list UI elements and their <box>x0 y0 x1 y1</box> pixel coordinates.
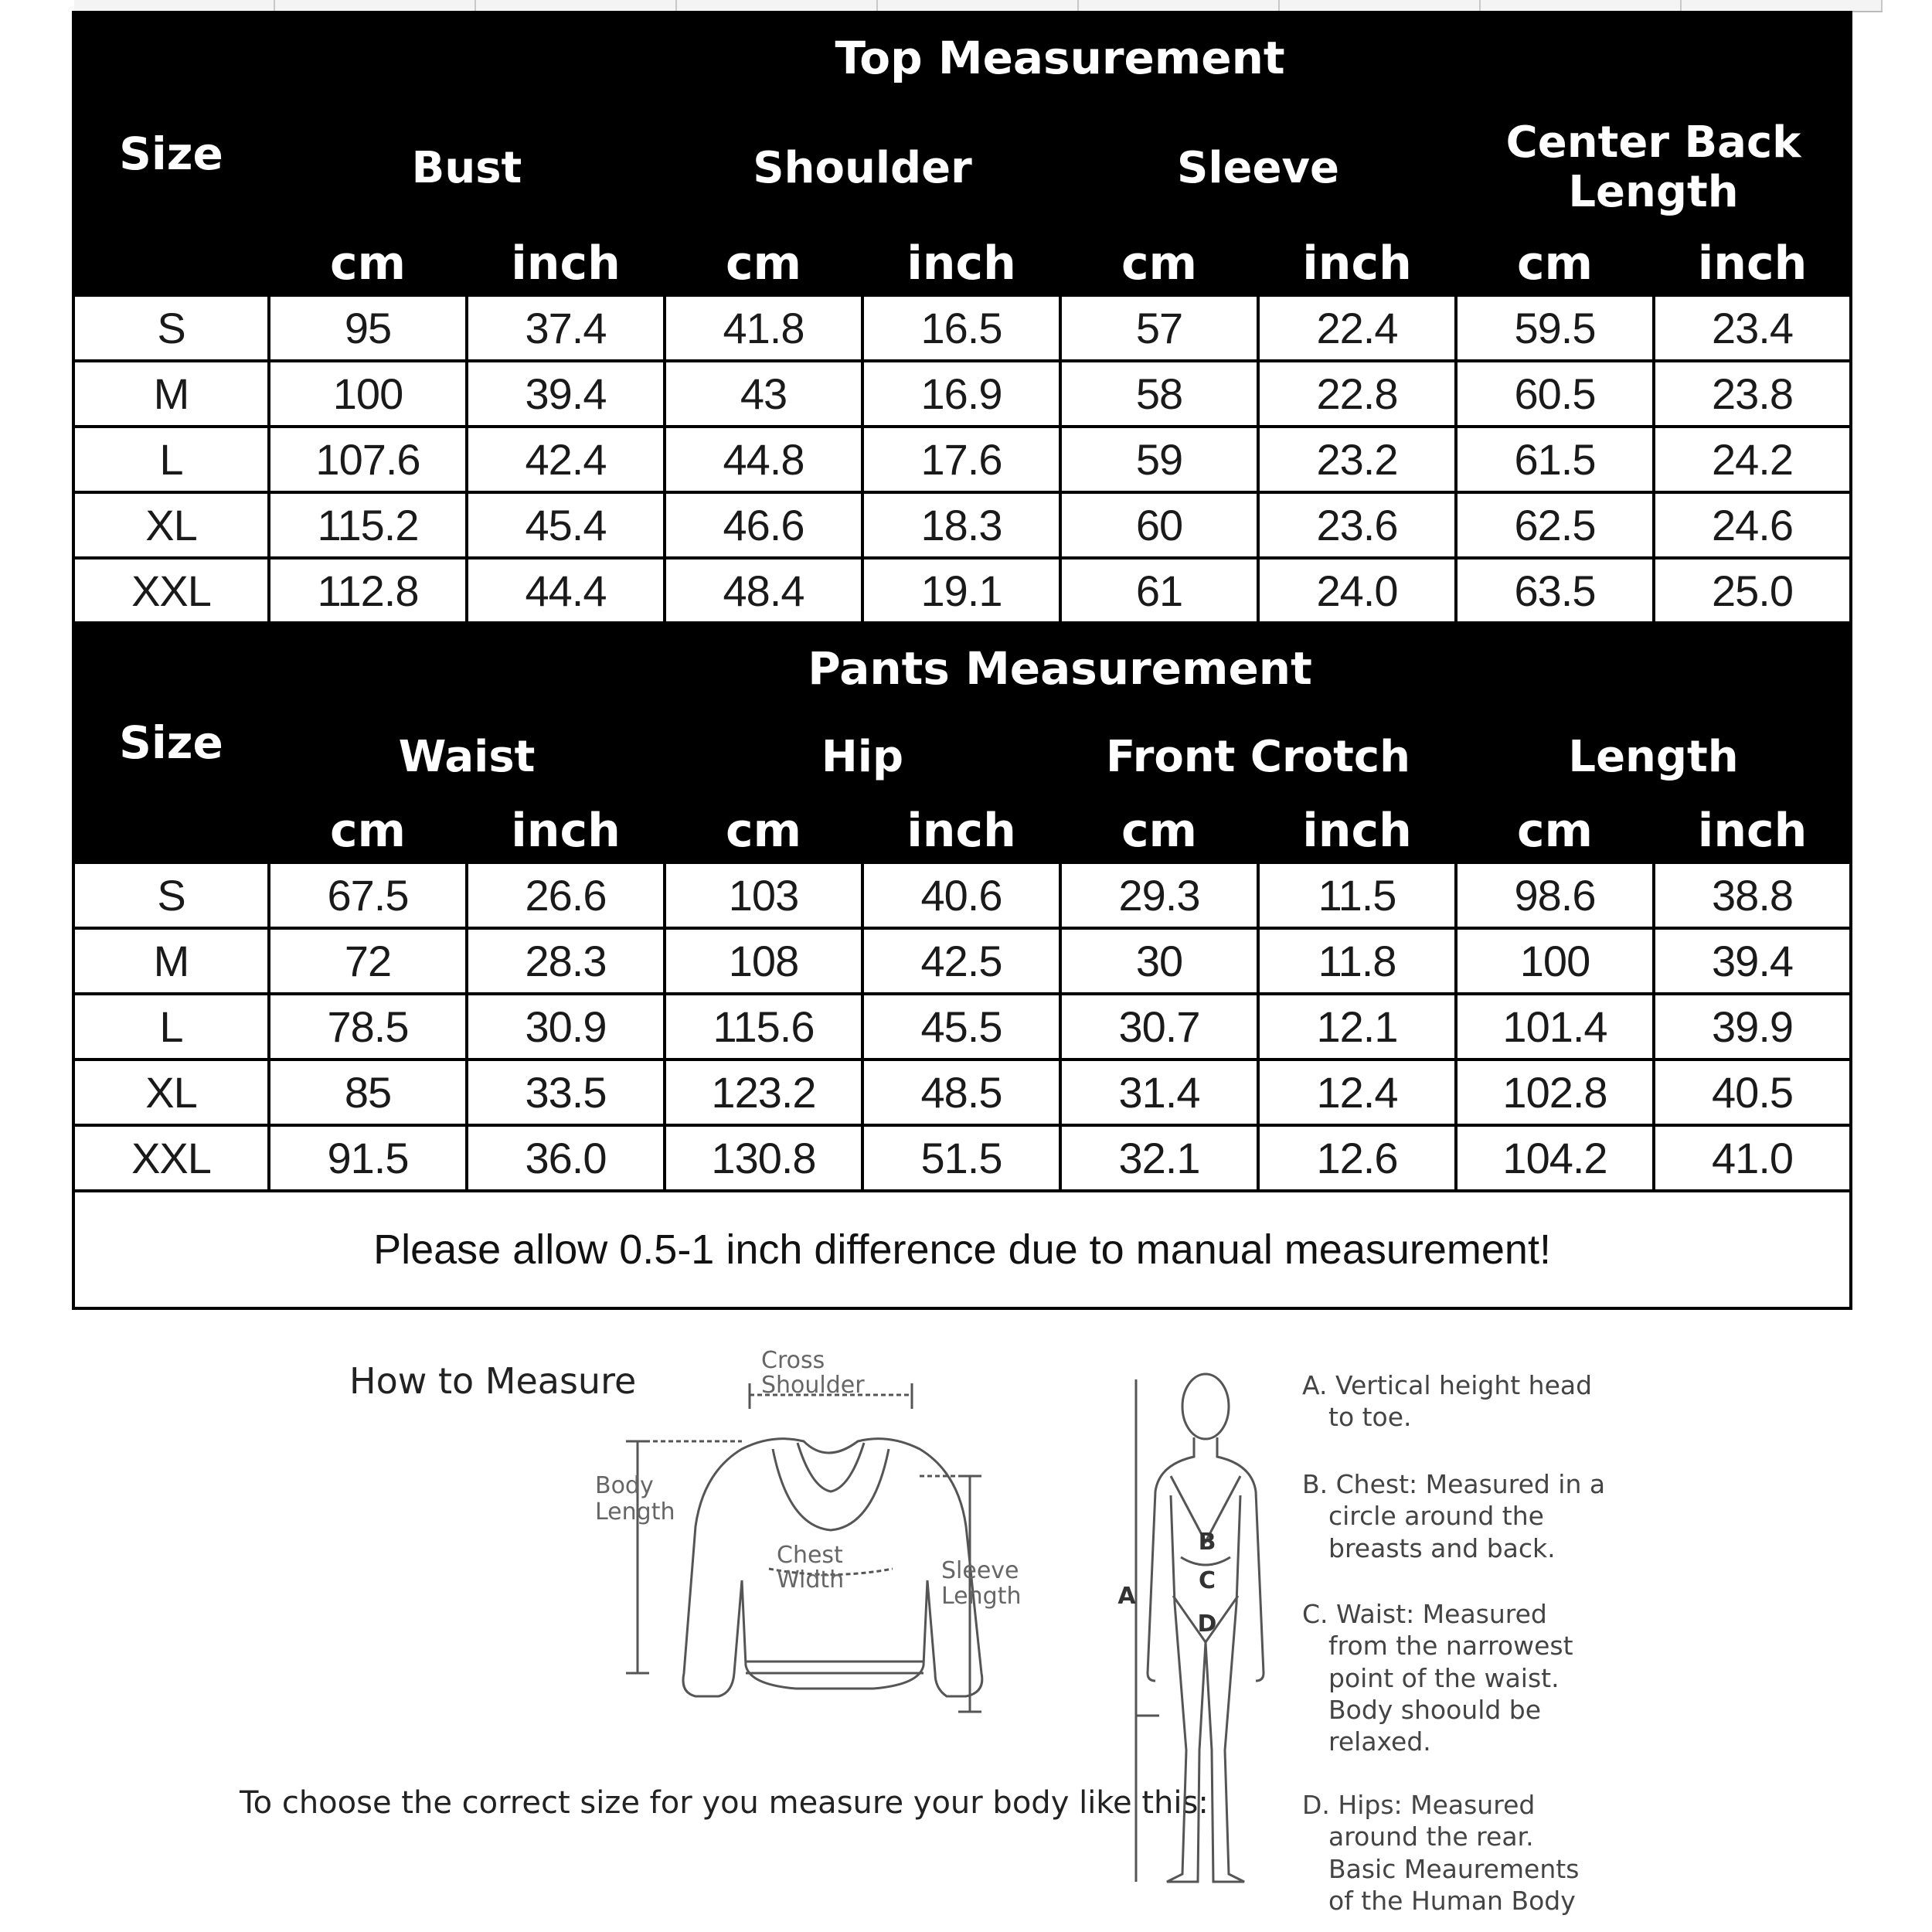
size-cell: XXL <box>73 1125 269 1191</box>
value-cell: 72 <box>269 928 467 994</box>
value-cell: 37.4 <box>467 295 665 361</box>
value-cell: 41.8 <box>665 295 862 361</box>
table-row <box>73 361 1851 427</box>
value-cell: 95 <box>269 295 467 361</box>
value-cell: 45.5 <box>862 994 1060 1060</box>
unit-header: inch <box>1258 232 1456 295</box>
size-header: Size <box>73 12 269 295</box>
group-header-shoulder: Shoulder <box>665 104 1060 232</box>
unit-header: inch <box>467 232 665 295</box>
value-cell: 12.1 <box>1258 994 1456 1060</box>
note-line: B. Chest: Measured in a <box>1302 1469 1606 1499</box>
value-cell: 108 <box>665 928 862 994</box>
value-cell: 39.4 <box>467 361 665 427</box>
note-line: D. Hips: Measured <box>1302 1790 1536 1820</box>
table-row <box>73 1125 1851 1191</box>
value-cell: 115.6 <box>665 994 862 1060</box>
value-cell: 103 <box>665 862 862 928</box>
value-cell: 24.6 <box>1654 492 1851 558</box>
chest-width-label: Width <box>777 1566 845 1594</box>
how-to-measure-heading: How to Measure <box>349 1360 637 1402</box>
cross-shoulder-label: Cross <box>761 1349 825 1374</box>
value-cell: 78.5 <box>269 994 467 1060</box>
value-cell: 59 <box>1060 427 1258 492</box>
value-cell: 48.4 <box>665 558 862 624</box>
table-row <box>73 928 1851 994</box>
group-header-sleeve: Sleeve <box>1060 104 1456 232</box>
value-cell: 60.5 <box>1456 361 1654 427</box>
note-line: from the narrowest <box>1328 1631 1573 1662</box>
size-cell: S <box>73 295 269 361</box>
sweater-diagram <box>595 1349 1043 1735</box>
unit-header: inch <box>862 232 1060 295</box>
size-cell: XL <box>73 1060 269 1125</box>
value-cell: 30 <box>1060 928 1258 994</box>
value-cell: 123.2 <box>665 1060 862 1125</box>
chest-width-label: Chest <box>777 1542 843 1569</box>
value-cell: 23.4 <box>1654 295 1851 361</box>
value-cell: 61.5 <box>1456 427 1654 492</box>
value-cell: 24.0 <box>1258 558 1456 624</box>
value-cell: 91.5 <box>269 1125 467 1191</box>
note-a <box>1302 1369 1592 1434</box>
value-cell: 67.5 <box>269 862 467 928</box>
note-line: Body shoould be <box>1328 1694 1542 1725</box>
value-cell: 58 <box>1060 361 1258 427</box>
body-diagram <box>1113 1349 1298 1897</box>
value-cell: 30.7 <box>1060 994 1258 1060</box>
unit-header: cm <box>1060 799 1258 862</box>
value-cell: 100 <box>269 361 467 427</box>
value-cell: 44.4 <box>467 558 665 624</box>
note-line: point of the waist. <box>1328 1662 1560 1693</box>
value-cell: 19.1 <box>862 558 1060 624</box>
unit-header: inch <box>862 799 1060 862</box>
cross-shoulder-label: Shoulder <box>761 1372 865 1399</box>
sleeve-length-label: Length <box>941 1583 1022 1610</box>
marker-c: C <box>1198 1567 1216 1594</box>
group-header-waist: Waist <box>269 714 665 799</box>
size-cell: L <box>73 427 269 492</box>
table-row <box>73 492 1851 558</box>
unit-header: inch <box>1654 799 1851 862</box>
pants-measurement-table <box>72 621 1852 1310</box>
group-header-hip: Hip <box>665 714 1060 799</box>
value-cell: 102.8 <box>1456 1060 1654 1125</box>
value-cell: 24.2 <box>1654 427 1851 492</box>
measurement-note: Please allow 0.5-1 inch difference due to manual measurement! <box>73 1191 1851 1308</box>
table-row <box>73 427 1851 492</box>
group-header-center-back-length: Center Back Length <box>1456 104 1851 232</box>
value-cell: 40.5 <box>1654 1060 1851 1125</box>
value-cell: 100 <box>1456 928 1654 994</box>
value-cell: 51.5 <box>862 1125 1060 1191</box>
value-cell: 12.4 <box>1258 1060 1456 1125</box>
value-cell: 23.8 <box>1654 361 1851 427</box>
table-row <box>73 862 1851 928</box>
unit-header: cm <box>1060 232 1258 295</box>
note-line: around the rear. <box>1328 1821 1534 1852</box>
table-row <box>73 295 1851 361</box>
unit-header: cm <box>269 799 467 862</box>
size-header: Size <box>73 623 269 862</box>
size-cell: M <box>73 928 269 994</box>
value-cell: 115.2 <box>269 492 467 558</box>
unit-header: cm <box>1456 232 1654 295</box>
note-c <box>1302 1598 1573 1757</box>
value-cell: 63.5 <box>1456 558 1654 624</box>
size-cell: XXL <box>73 558 269 624</box>
value-cell: 40.6 <box>862 862 1060 928</box>
note-line: circle around the <box>1328 1501 1544 1532</box>
size-cell: XL <box>73 492 269 558</box>
unit-header: inch <box>1654 232 1851 295</box>
value-cell: 29.3 <box>1060 862 1258 928</box>
value-cell: 57 <box>1060 295 1258 361</box>
table-row <box>73 558 1851 624</box>
value-cell: 62.5 <box>1456 492 1654 558</box>
value-cell: 85 <box>269 1060 467 1125</box>
value-cell: 22.8 <box>1258 361 1456 427</box>
unit-row <box>73 232 1851 295</box>
value-cell: 45.4 <box>467 492 665 558</box>
value-cell: 12.6 <box>1258 1125 1456 1191</box>
value-cell: 104.2 <box>1456 1125 1654 1191</box>
value-cell: 60 <box>1060 492 1258 558</box>
unit-header: cm <box>1456 799 1654 862</box>
note-d <box>1302 1789 1579 1917</box>
note-line: A. Vertical height head <box>1302 1370 1593 1400</box>
value-cell: 98.6 <box>1456 862 1654 928</box>
value-cell: 39.9 <box>1654 994 1851 1060</box>
value-cell: 36.0 <box>467 1125 665 1191</box>
note-line: C. Waist: Measured <box>1302 1599 1547 1629</box>
value-cell: 42.4 <box>467 427 665 492</box>
note-line: to toe. <box>1328 1402 1412 1433</box>
value-cell: 28.3 <box>467 928 665 994</box>
value-cell: 44.8 <box>665 427 862 492</box>
size-cell: S <box>73 862 269 928</box>
unit-header: inch <box>467 799 665 862</box>
value-cell: 22.4 <box>1258 295 1456 361</box>
value-cell: 61 <box>1060 558 1258 624</box>
value-cell: 43 <box>665 361 862 427</box>
unit-header: inch <box>1258 799 1456 862</box>
value-cell: 42.5 <box>862 928 1060 994</box>
value-cell: 31.4 <box>1060 1060 1258 1125</box>
value-cell: 23.2 <box>1258 427 1456 492</box>
note-line: breasts and back. <box>1328 1532 1556 1563</box>
value-cell: 11.8 <box>1258 928 1456 994</box>
value-cell: 32.1 <box>1060 1125 1258 1191</box>
body-length-label: Body <box>595 1472 654 1499</box>
table-title: Pants Measurement <box>269 623 1851 714</box>
choose-size-instruction: To choose the correct size for you measure your body like this: <box>240 1785 1209 1821</box>
unit-header: cm <box>665 799 862 862</box>
marker-d: D <box>1197 1611 1217 1638</box>
value-cell: 107.6 <box>269 427 467 492</box>
marker-b: B <box>1198 1529 1216 1556</box>
value-cell: 23.6 <box>1258 492 1456 558</box>
value-cell: 26.6 <box>467 862 665 928</box>
note-line: Basic Meaurements <box>1328 1853 1580 1884</box>
value-cell: 101.4 <box>1456 994 1654 1060</box>
value-cell: 16.9 <box>862 361 1060 427</box>
value-cell: 25.0 <box>1654 558 1851 624</box>
unit-header: cm <box>269 232 467 295</box>
value-cell: 38.8 <box>1654 862 1851 928</box>
note-b <box>1302 1468 1605 1564</box>
top-measurement-table <box>72 11 1852 625</box>
note-line: of the Human Body <box>1328 1885 1576 1916</box>
unit-header: cm <box>665 232 862 295</box>
value-cell: 11.5 <box>1258 862 1456 928</box>
value-cell: 33.5 <box>467 1060 665 1125</box>
body-length-label: Length <box>595 1498 675 1526</box>
group-header-front-crotch: Front Crotch <box>1060 714 1456 799</box>
value-cell: 39.4 <box>1654 928 1851 994</box>
table-row <box>73 994 1851 1060</box>
value-cell: 41.0 <box>1654 1125 1851 1191</box>
sleeve-length-label: Sleeve <box>941 1557 1019 1584</box>
value-cell: 30.9 <box>467 994 665 1060</box>
value-cell: 130.8 <box>665 1125 862 1191</box>
group-header-length: Length <box>1456 714 1851 799</box>
value-cell: 17.6 <box>862 427 1060 492</box>
value-cell: 16.5 <box>862 295 1060 361</box>
table-title: Top Measurement <box>269 12 1851 104</box>
size-cell: L <box>73 994 269 1060</box>
value-cell: 46.6 <box>665 492 862 558</box>
value-cell: 112.8 <box>269 558 467 624</box>
size-cell: M <box>73 361 269 427</box>
table-row <box>73 1060 1851 1125</box>
note-line: relaxed. <box>1328 1726 1431 1757</box>
value-cell: 48.5 <box>862 1060 1060 1125</box>
value-cell: 59.5 <box>1456 295 1654 361</box>
marker-a: A <box>1117 1583 1136 1610</box>
group-header-bust: Bust <box>269 104 665 232</box>
value-cell: 18.3 <box>862 492 1060 558</box>
